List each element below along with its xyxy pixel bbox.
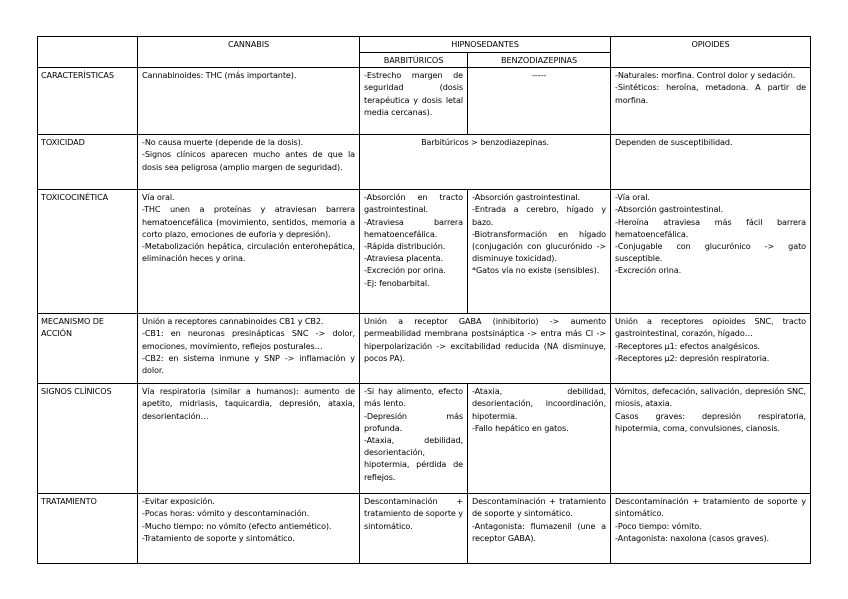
- cell-line: Barbitúricos > benzodiazepinas.: [421, 137, 549, 148]
- cell-benzodiazepinas: [468, 384, 611, 494]
- cell-line: Cannabinoides: THC (más importante).: [142, 70, 297, 81]
- header-barbituricos: BARBITÚRICOS: [360, 53, 468, 68]
- cell-line: Vómitos, defecación, salivación, depresión SNC, miosis, ataxia.: [615, 386, 807, 409]
- cell-line: -THC unen a proteínas y atraviesan barrera hematoencefálica (movimiento, sentidos, memoria a corto plazo, emociones de euforia y depresión).: [142, 204, 355, 239]
- cell-line: Unión a receptores opioides SNC, tracto gastrointestinal, corazón, hígado…: [615, 316, 807, 339]
- row-label: MECANISMO DE ACCIÓN: [38, 314, 138, 384]
- cell-benzodiazepinas: [468, 494, 611, 564]
- cell-cannabis: [138, 314, 360, 384]
- cell-line: -CB1: en neuronas presinápticas SNC -> dolor, emociones, movimiento, reflejos posturales…: [142, 328, 355, 351]
- cell-line: -Fallo hepático en gatos.: [472, 422, 569, 433]
- cell-line: -Absorción gastrointestinal.: [472, 192, 580, 203]
- cell-opioides: [611, 190, 811, 314]
- cell-line: -Estrecho margen de seguridad (dosis terapéutica y dosis letal media cercanas).: [364, 70, 463, 117]
- cell-line: -Rápida distribución.: [364, 241, 446, 252]
- cell-line: -Antagonista: naxolona (casos graves).: [615, 532, 769, 543]
- cell-barbituricos: [360, 494, 468, 564]
- header-hipnosedantes: HIPNOSEDANTES: [360, 37, 611, 53]
- cell-line: -Naturales: morfina. Control dolor y sedación.: [615, 70, 796, 81]
- cell-line: Dependen de susceptibilidad.: [615, 137, 733, 148]
- cell-line: -Atraviesa barrera hematoencefálica.: [364, 216, 463, 239]
- row-label: CARACTERÍSTICAS: [38, 68, 138, 135]
- cell-line: -Receptores μ1: efectos analgésicos.: [615, 340, 761, 351]
- cell-opioides: [611, 68, 811, 135]
- cell-line: -Depresión más profunda.: [364, 410, 463, 433]
- cell-benzodiazepinas: [468, 190, 611, 314]
- cell-line: -Metabolización hepática, circulación enterohepática, eliminación heces y orina.: [142, 241, 355, 264]
- row-caracteristicas: [38, 68, 811, 135]
- cell-line: Descontaminación + tratamiento de soporte y sintomático.: [615, 496, 807, 519]
- cell-line: -Tratamiento de soporte y sintomático.: [142, 532, 295, 543]
- cell-line: -Mucho tiempo: no vómito (efecto antiemético).: [142, 520, 332, 531]
- cell-line: -Ataxia, debilidad, desorientación, incoordinación, hipotermia.: [472, 386, 607, 421]
- cell-line: Descontaminación + tratamiento de soporte y sintomático.: [472, 496, 607, 519]
- cell-line: -Vía oral.: [615, 192, 650, 203]
- cell-line: -Signos clínicos aparecen mucho antes de que la dosis sea peligrosa (amplio margen de seguridad).: [142, 149, 355, 172]
- cell-cannabis: [138, 135, 360, 190]
- cell-barbituricos: [360, 384, 468, 494]
- cell-cannabis: [138, 494, 360, 564]
- row-label: TOXICIDAD: [38, 135, 138, 190]
- cell-line: -Sintéticos: heroína, metadona. A partir de morfina.: [615, 82, 807, 105]
- cell-line: -Pocas horas: vómito y descontaminación.: [142, 508, 310, 519]
- cell-line: -No causa muerte (depende de la dosis).: [142, 137, 304, 148]
- header-benzodiazepinas: BENZODIAZEPINAS: [468, 53, 611, 68]
- cell-line: Vía oral.: [142, 192, 175, 203]
- cell-barbituricos: [360, 68, 468, 135]
- row-label: TOXICOCINÉTICA: [38, 190, 138, 314]
- toxicology-comparison-table: [37, 36, 811, 564]
- row-mecanismo: [38, 314, 811, 384]
- row-toxicidad: [38, 135, 811, 190]
- cell-line: Unión a receptor GABA (inhibitorio) -> aumento permeabilidad membrana postsináptica -> entra más Cl -> hiperpolarización -> excitabilidad reducida (NA disminuye, pocos PA).: [364, 316, 607, 363]
- cell-line: Casos graves: depresión respiratoria, hipotermia, coma, convulsiones, cianosis.: [615, 410, 807, 433]
- row-toxicocinetica: [38, 190, 811, 314]
- cell-line: -Receptores μ2: depresión respiratoria.: [615, 352, 770, 363]
- cell-line: -Absorción gastrointestinal.: [615, 204, 723, 215]
- cell-cannabis: [138, 68, 360, 135]
- cell-line: -Biotransformación en hígado (conjugación con glucurónido -> disminuye toxicidad).: [472, 228, 607, 264]
- cell-opioides: [611, 314, 811, 384]
- cell-line: -Si hay alimento, efecto más lento.: [364, 386, 463, 409]
- row-signos: [38, 384, 811, 494]
- cell-line: -Antagonista: flumazenil (une a receptor GABA).: [472, 520, 607, 543]
- header-cannabis: CANNABIS: [138, 37, 360, 68]
- cell-line: Descontaminación + tratamiento de soporte y sintomático.: [364, 496, 463, 531]
- cell-line: -Heroína atraviesa más fácil barrera hematoencefálica.: [615, 216, 807, 239]
- cell-opioides: [611, 384, 811, 494]
- cell-line: -Entrada a cerebro, hígado y bazo.: [472, 204, 607, 227]
- row-label: SIGNOS CLÍNICOS: [38, 384, 138, 494]
- cell-line: -Ataxia, debilidad, desorientación, hipotermia, pérdida de reflejos.: [364, 435, 463, 482]
- cell-line: Unión a receptores cannabinoides CB1 y CB2.: [142, 316, 324, 327]
- header-opioides: OPIOIDES: [611, 37, 811, 68]
- cell-opioides: [611, 494, 811, 564]
- cell-cannabis: [138, 190, 360, 314]
- cell-line: -Atraviesa placenta.: [364, 253, 443, 264]
- cell-line: -Absorción en tracto gastrointestinal.: [364, 192, 463, 215]
- row-label: TRATAMIENTO: [38, 494, 138, 564]
- cell-line: -----: [531, 70, 547, 81]
- cell-opioides: [611, 135, 811, 190]
- header-empty-cell: [38, 37, 138, 68]
- cell-line: -Excreción orina.: [615, 265, 682, 276]
- cell-cannabis: [138, 384, 360, 494]
- cell-line: *Gatos vía no existe (sensibles).: [472, 265, 600, 276]
- cell-line: -Conjugable con glucurónico -> gato susceptible.: [615, 241, 807, 264]
- row-tratamiento: [38, 494, 811, 564]
- header-row: [38, 37, 811, 53]
- cell-line: -Excreción por orina.: [364, 265, 446, 276]
- cell-hipnosedantes: [360, 135, 611, 190]
- cell-line: -CB2: en sistema inmune y SNP -> inflamación y dolor.: [142, 352, 355, 376]
- cell-line: -Evitar exposición.: [142, 496, 215, 507]
- cell-line: Vía respiratoria (similar a humanos): aumento de apetito, midriasis, taquicardia, depresión, ataxia, desorientación…: [142, 386, 355, 421]
- cell-barbituricos: [360, 190, 468, 314]
- cell-line: -Poco tiempo: vómito.: [615, 520, 702, 531]
- cell-benzodiazepinas: [468, 68, 611, 135]
- cell-hipnosedantes: [360, 314, 611, 384]
- cell-line: -Ej: fenobarbital.: [364, 277, 430, 288]
